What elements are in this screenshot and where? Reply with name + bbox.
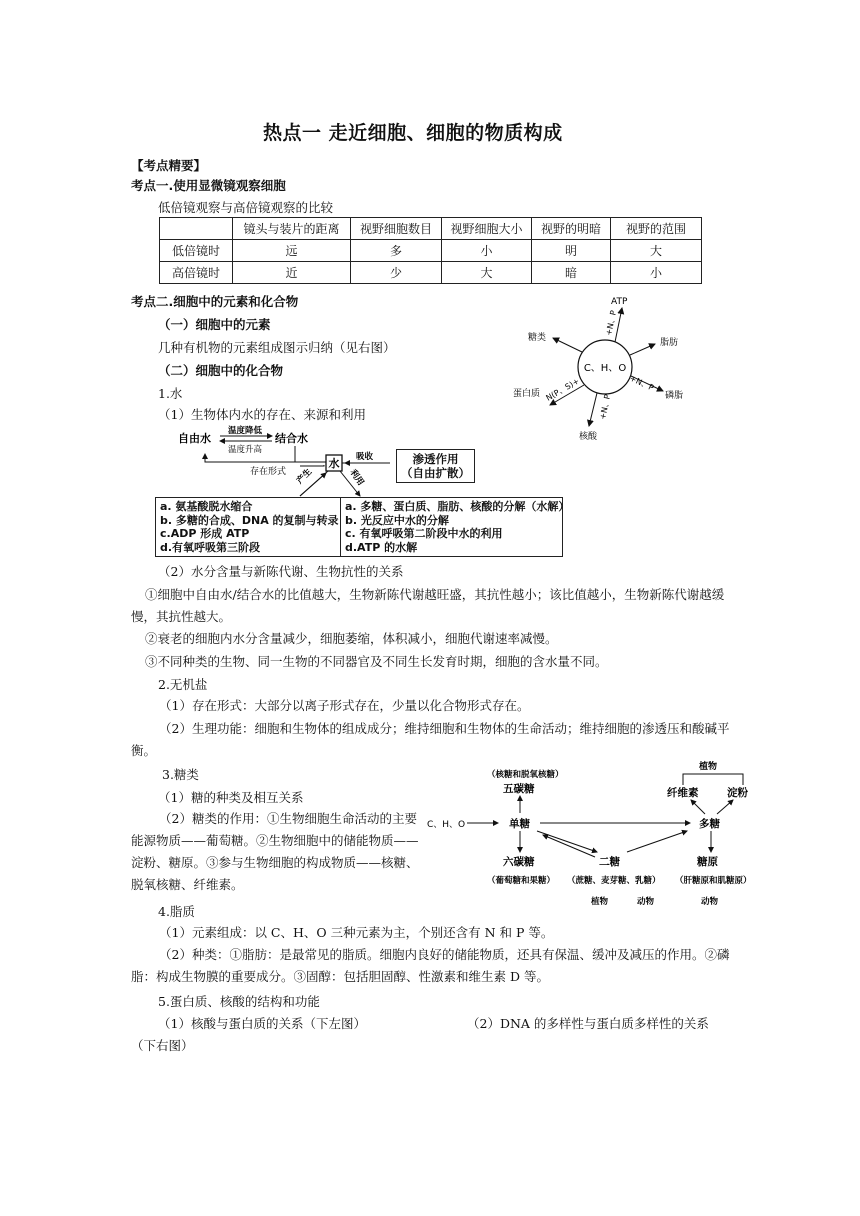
page-title: 热点一 走近细胞、细胞的物质构成: [263, 122, 563, 144]
protein-right: （2）DNA 的多样性与蛋白质多样性的关系（下右图）: [131, 1016, 709, 1053]
list-item: d.有氧呼吸第三阶段: [160, 540, 261, 554]
table-cell: 大: [442, 262, 532, 284]
table-header: 视野细胞数目: [351, 218, 442, 240]
produce-label: 产生: [295, 467, 315, 487]
kp2-sub2: （二）细胞中的化合物: [158, 363, 284, 378]
animal-di-label: 动物: [637, 897, 655, 907]
protein-label: 蛋白质: [513, 389, 541, 399]
table-header: 视野的明暗: [532, 218, 611, 240]
table-cell: 多: [351, 240, 442, 262]
table-cell: 小: [611, 262, 702, 284]
sugar-label: 糖类: [528, 333, 547, 343]
origin-label: C、H、O: [427, 820, 466, 830]
list-item: b. 多糖的合成、DNA 的复制与转录: [160, 513, 339, 527]
kp2-heading: 考点二.细胞中的元素和化合物: [131, 294, 299, 309]
poly-label: 多糖: [699, 818, 720, 830]
ribose-note: （核糖和脱氧核糖）: [487, 770, 564, 780]
table-cell: 明: [532, 240, 611, 262]
plant-di-label: 植物: [591, 897, 609, 907]
glycogen-label: 糖原: [697, 856, 718, 868]
center-label: C、H、O: [583, 363, 627, 374]
existence-label: 存在形式: [250, 467, 287, 477]
lipid-title: 4.脂质: [158, 904, 195, 919]
kp1-caption: 低倍镜观察与高倍镜观察的比较: [158, 200, 334, 215]
salt-title: 2.无机盐: [158, 677, 208, 692]
table-row: [160, 240, 702, 262]
comparison-table: [159, 217, 702, 284]
water-item-2: ②衰老的细胞内水分含量减少，细胞萎缩，体积减小，细胞代谢速率减慢。: [145, 631, 558, 646]
water-p1: （1）生物体内水的存在、来源和利用: [158, 407, 366, 422]
list-item: a. 氨基酸脱水缩合: [160, 500, 253, 513]
water-title: 1.水: [158, 386, 183, 401]
produce-box: [155, 497, 341, 557]
di-label: 二糖: [599, 856, 620, 868]
lipid-item-2: （2）种类：①脂肪：是最常见的脂质。细胞内良好的储能物质，还具有保温、缓冲及减压的作用。②磷脂：构成生物膜的重要成分。③固醇：包括胆固醇、性激素和维生素 D 等。: [131, 947, 730, 984]
lipid-item-1: （1）元素组成：以 C、H、O 三种元素为主，个别还含有 N 和 P 等。: [159, 925, 554, 940]
water-item-1: ①细胞中自由水/结合水的比值越大，生物新陈代谢越旺盛，其抗性越小；该比值越小，生物新陈代谢越缓慢，其抗性越大。: [131, 587, 725, 624]
table-header: 镜头与装片的距离: [233, 218, 351, 240]
water-p2: （2）水分含量与新陈代谢、生物抗性的关系: [158, 564, 404, 579]
sugar-p1: （1）糖的种类及相互关系: [158, 790, 304, 805]
osmosis-line-1: 渗透作用: [412, 452, 459, 466]
np-nucleic-label: +N、P: [598, 393, 613, 421]
np-phos-label: +N、P: [628, 373, 656, 393]
table-cell: [160, 218, 233, 240]
table-cell: 大: [611, 240, 702, 262]
hexose-label: 六碳糖: [503, 856, 535, 868]
kp2-sub1-text: 几种有机物的元素组成图示归纳（见右图）: [158, 340, 396, 355]
table-row: [160, 262, 702, 284]
table-header: 视野的范围: [611, 218, 702, 240]
utilize-label: 利用: [347, 467, 366, 488]
glycogen-note: （肝糖原和肌糖原）: [675, 876, 752, 886]
bound-water-label: 结合水: [275, 432, 308, 445]
free-water-label: 自由水: [178, 432, 211, 445]
cellulose-label: 纤维素: [667, 787, 699, 799]
protein-title: 5.蛋白质、核酸的结构和功能: [158, 994, 320, 1009]
salt-item-1: （1）存在形式：大部分以离子形式存在，少量以化合物形式存在。: [159, 698, 530, 713]
protein-left: （1）核酸与蛋白质的关系（下左图）: [158, 1016, 366, 1031]
fat-label: 脂肪: [660, 338, 679, 348]
table-cell: 高倍镜时: [160, 262, 233, 284]
list-item: d.ATP 的水解: [345, 540, 418, 554]
sugar-p2: （2）糖类的作用：①生物细胞生命活动的主要能源物质——葡萄糖。②生物细胞中的储能物质——淀粉、糖原。③参与生物细胞的构成物质——核糖、脱氧核糖、纤维素。: [131, 811, 419, 892]
phospholipid-label: 磷脂: [665, 391, 684, 401]
table-cell: 远: [233, 240, 351, 262]
water-item-3: ③不同种类的生物、同一生物的不同器官及不同生长发育时期，细胞的含水量不同。: [145, 654, 608, 669]
plant-top-label: 植物: [699, 762, 718, 772]
table-cell: 暗: [532, 262, 611, 284]
absorb-label: 吸收: [356, 452, 374, 462]
np-atp-label: +N、P: [604, 309, 619, 337]
starch-label: 淀粉: [727, 787, 748, 799]
table-cell: 低倍镜时: [160, 240, 233, 262]
hexose-note: （葡萄糖和果糖）: [487, 876, 556, 886]
nucleic-acid-label: 核酸: [579, 432, 598, 442]
temp-down-label: 温度降低: [228, 426, 263, 436]
osmosis-box: [396, 449, 475, 483]
sugar-title: 3.糖类: [162, 767, 199, 782]
table-cell: 近: [233, 262, 351, 284]
temp-up-label: 温度升高: [228, 445, 263, 455]
mono-label: 单糖: [509, 818, 530, 830]
kp1-heading: 考点一.使用显微镜观察细胞: [131, 178, 286, 193]
section-header: 【考点精要】: [131, 158, 207, 173]
table-cell: 小: [442, 240, 532, 262]
di-note: （蔗糖、麦芽糖、乳糖）: [567, 876, 661, 886]
list-item: a. 多糖、蛋白质、脂肪、核酸的分解（水解）: [345, 500, 570, 513]
animal-gly-label: 动物: [701, 897, 719, 907]
pentose-label: 五碳糖: [503, 783, 535, 795]
osmosis-line-2: （自由扩散）: [401, 466, 470, 480]
kp2-sub1: （一）细胞中的元素: [158, 317, 271, 332]
water-node-label: 水: [328, 457, 340, 470]
table-header: 视野细胞大小: [442, 218, 532, 240]
salt-item-2: （2）生理功能：细胞和生物体的组成成分；维持细胞和生物体的生命活动；维持细胞的渗透压和酸碱平衡。: [131, 721, 730, 758]
table-cell: 少: [351, 262, 442, 284]
list-item: b. 光反应中水的分解: [345, 513, 449, 527]
list-item: c. 有氧呼吸第二阶段中水的利用: [345, 527, 503, 540]
table-header-row: [160, 218, 702, 240]
utilize-box: [340, 497, 570, 557]
sugar-diagram: [425, 757, 755, 909]
nps-protein-label: N(P、S)+: [544, 376, 581, 403]
atp-label: ATP: [611, 297, 628, 307]
list-item: c.ADP 形成 ATP: [160, 527, 250, 540]
